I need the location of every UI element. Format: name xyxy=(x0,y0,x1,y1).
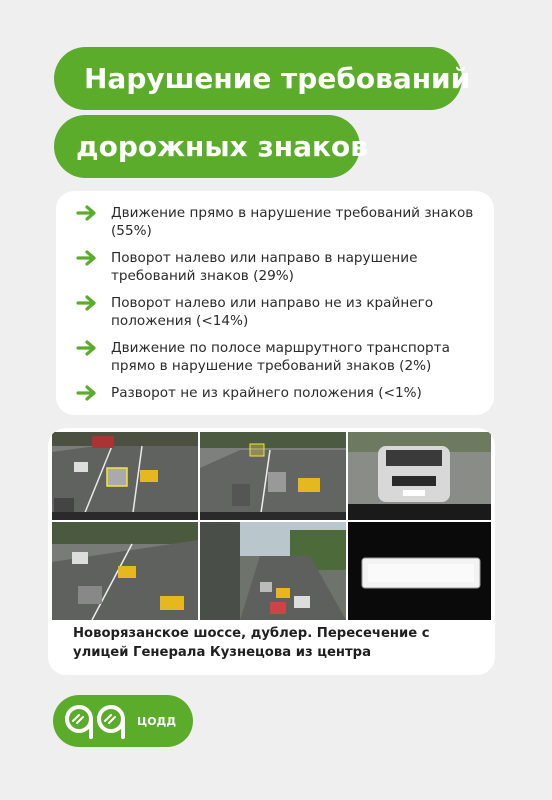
codd-logo-icon xyxy=(63,701,131,741)
list-item xyxy=(76,339,474,375)
list-item xyxy=(76,384,474,402)
arrow-right-icon xyxy=(76,250,98,266)
camera-photos-card xyxy=(48,428,495,675)
camera-photo-grid xyxy=(52,432,491,620)
camera-frame-bottom-right xyxy=(348,522,491,620)
list-item xyxy=(76,249,474,285)
camera-frame-top-right xyxy=(348,432,491,520)
arrow-right-icon xyxy=(76,295,98,311)
violation-text: Поворот налево или направо не из крайнего положения (<14%) xyxy=(111,295,434,329)
violation-text: Движение прямо в нарушение требований знаков (55%) xyxy=(111,205,474,239)
violations-card xyxy=(56,191,494,415)
camera-frame-bottom-middle xyxy=(200,522,346,620)
title-line-1: Нарушение требований xyxy=(54,47,462,110)
arrow-right-icon xyxy=(76,385,98,401)
list-item xyxy=(76,204,474,240)
violation-text: Поворот налево или направо в нарушение требований знаков (29%) xyxy=(111,250,418,284)
camera-frame-top-left xyxy=(52,432,198,520)
camera-frame-top-middle xyxy=(200,432,346,520)
logo-text: ЦОДД xyxy=(137,714,177,728)
violation-text: Разворот не из крайнего положения (<1%) xyxy=(111,385,422,401)
list-item xyxy=(76,294,474,330)
codd-logo xyxy=(53,695,193,747)
photo-caption: Новорязанское шоссе, дублер. Пересечение с улицей Генерала Кузнецова из центра xyxy=(73,626,430,660)
arrow-right-icon xyxy=(76,205,98,221)
arrow-right-icon xyxy=(76,340,98,356)
violation-text: Движение по полосе маршрутного транспорта прямо в нарушение требований знаков (2%) xyxy=(111,340,450,374)
title-line-2: дорожных знаков xyxy=(54,115,360,178)
camera-frame-bottom-left xyxy=(52,522,198,620)
